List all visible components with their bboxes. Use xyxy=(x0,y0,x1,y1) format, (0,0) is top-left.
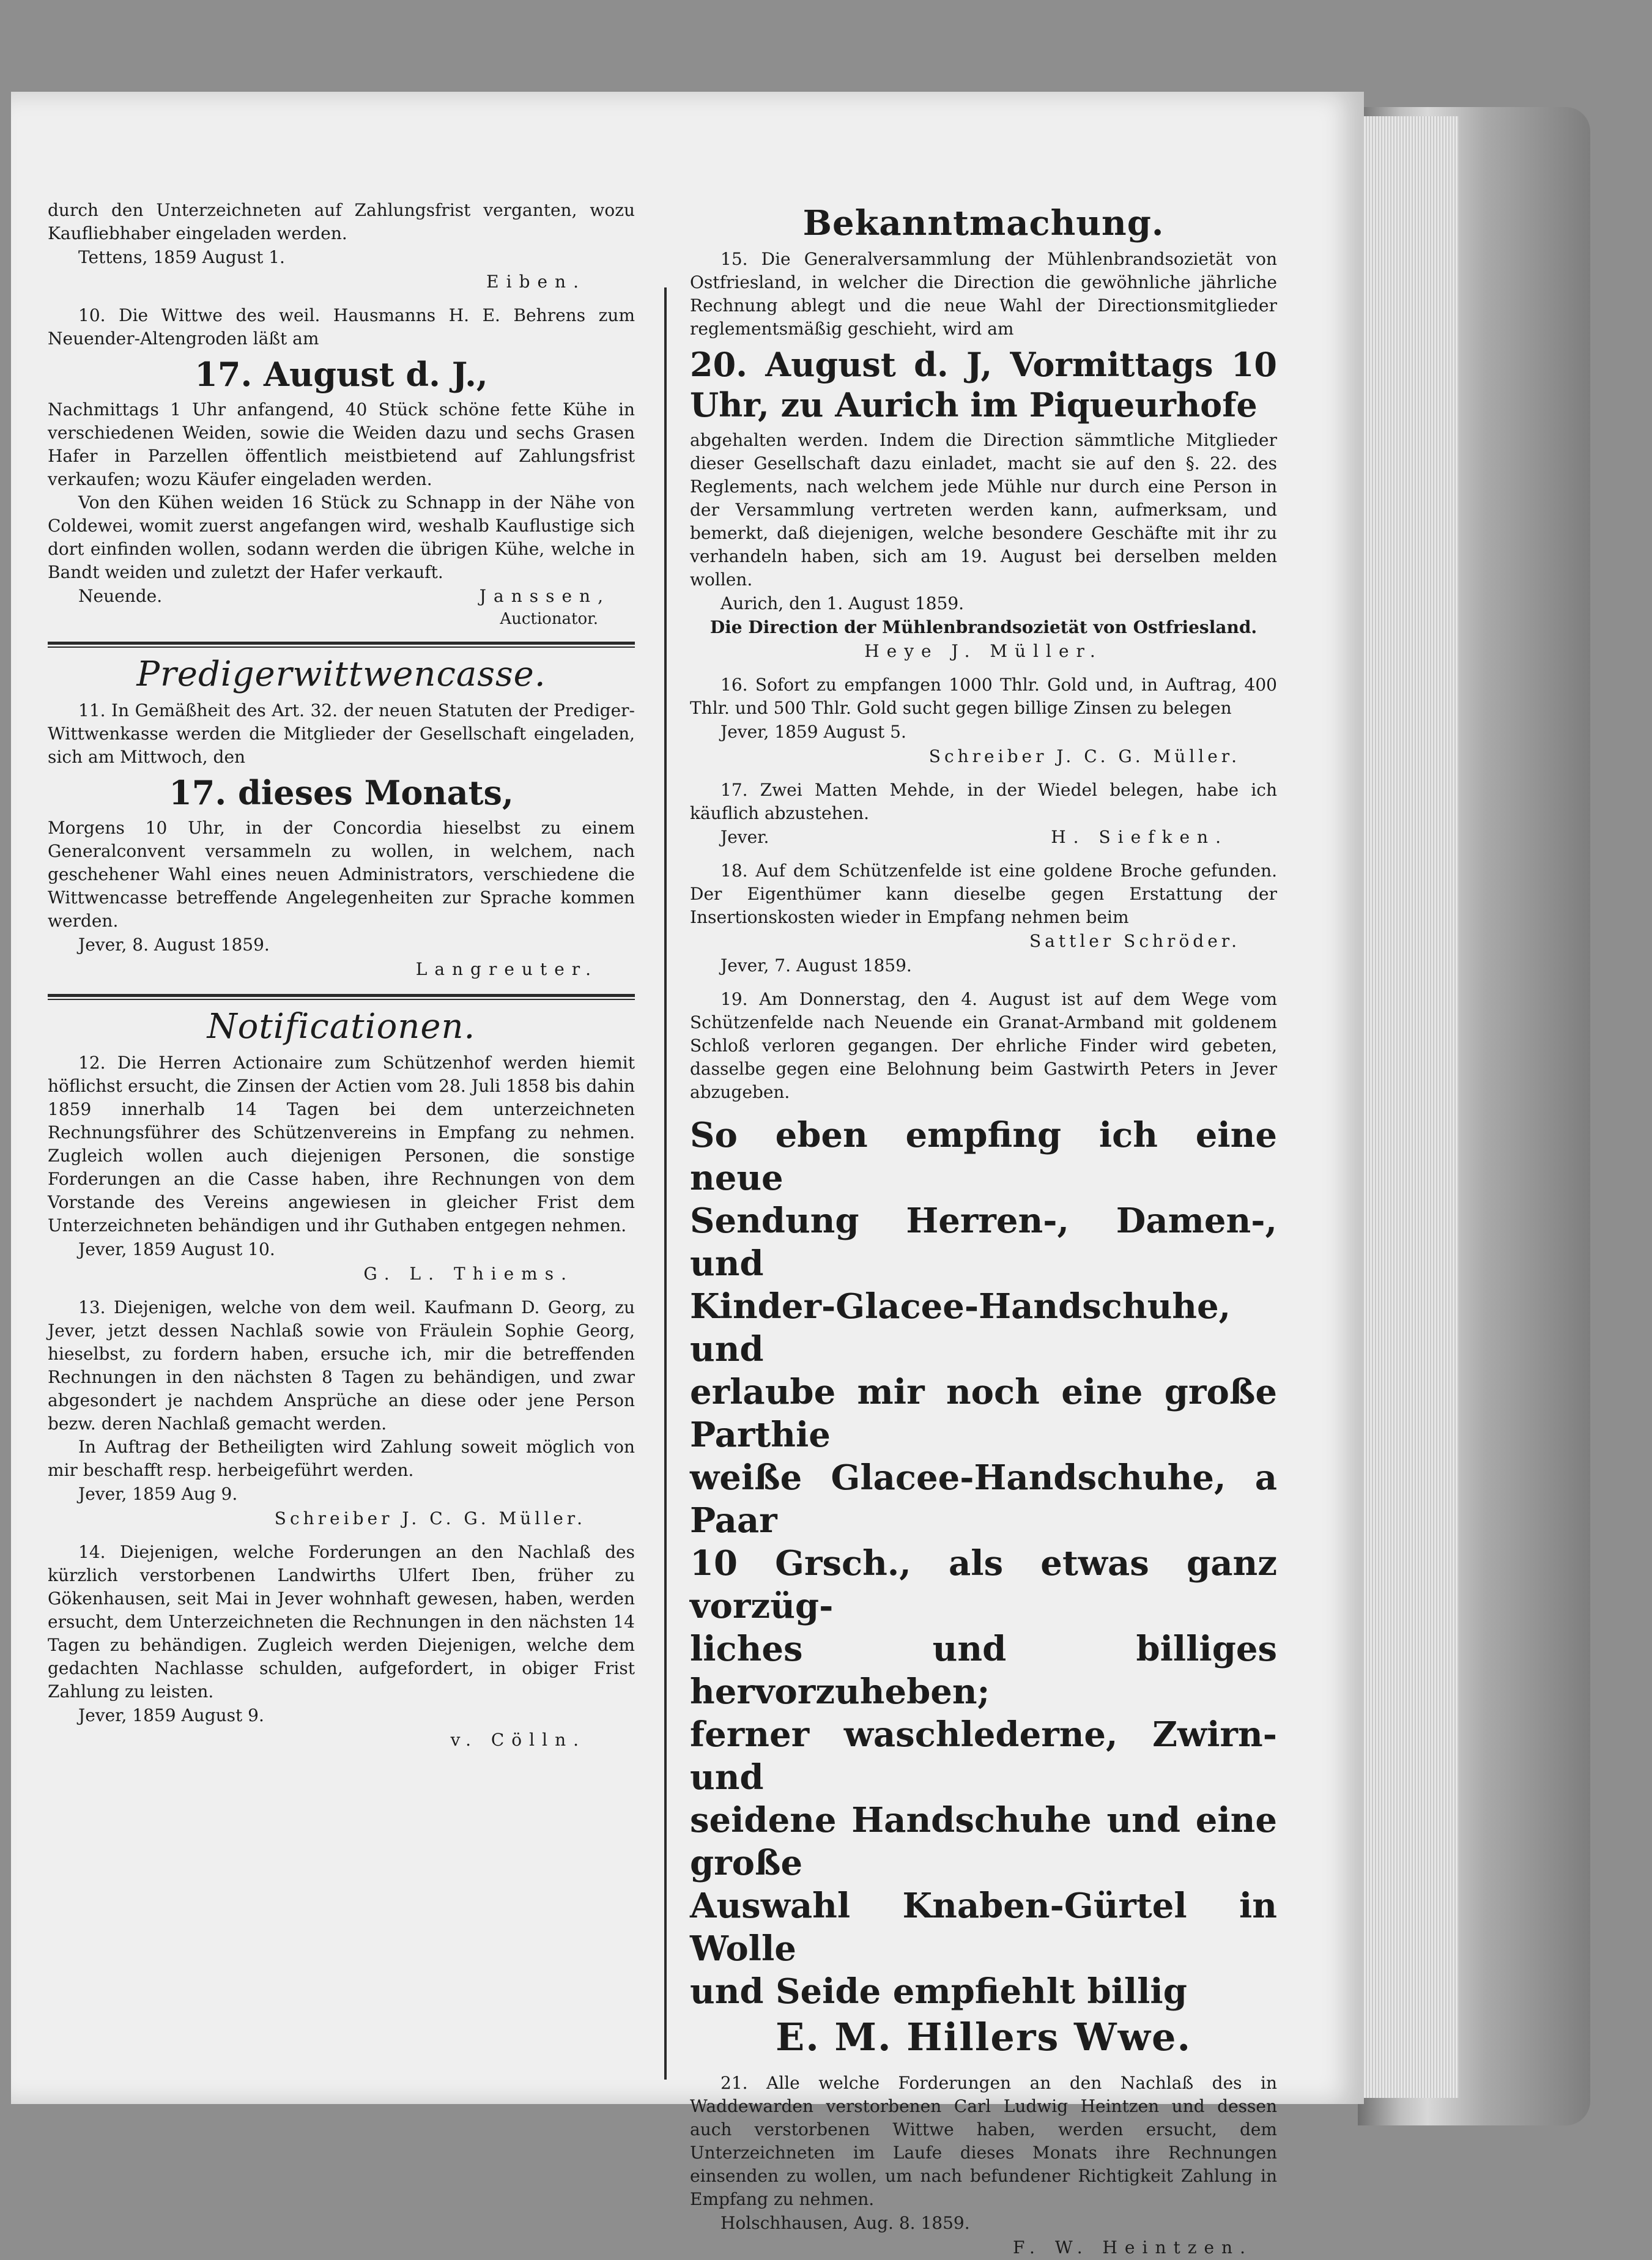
notice-21-body: 21. Alle welche Forderungen an den Nachlaß des in Waddewarden verstorbenen Carl Ludwig Heintzen und dessen auch verstorbenen Wittwe haben, werden ersucht, dem Unterzeichneten im Laufe dieses Monats ihre Rechnungen einsenden zu wollen, um nach befundener Richtigkeit Zahlung in Empfang zu nehmen. xyxy=(690,2073,1277,2209)
notice-15-date: 20. August d. J, Vormittags 10 Uhr, zu Aurich im Piqueurhofe xyxy=(690,345,1277,424)
notice-10-intro: 10. Die Wittwe des weil. Hausmanns H. E. Behrens zum Neuender-Altengroden läßt am xyxy=(48,305,635,349)
section-rule xyxy=(48,994,635,1000)
notice-16-body: 16. Sofort zu empfangen 1000 Thlr. Gold und, in Auftrag, 400 Thlr. und 500 Thlr. Gold sucht gegen billige Zinsen zu belegen xyxy=(690,675,1277,718)
notice-11-signature: Langreuter. xyxy=(415,959,598,979)
ad-line: Kinder-Glacee-Handschuhe, und xyxy=(690,1286,1231,1369)
notice-12-signature: G. L. Thiems. xyxy=(363,1264,574,1284)
section-rule xyxy=(48,642,635,648)
notice-9-place: Tettens, 1859 August 1. xyxy=(78,247,285,267)
notice-17-signature: H. Siefken. xyxy=(1051,827,1228,847)
notice-14-body: 14. Diejenigen, welche Forderungen an den Nachlaß des kürzlich verstorbenen Landwirths Ulfert Iben, früher zu Gökenhausen, seit Mai in Jever wohnhaft gewesen, haben, werden ersucht, dem Unterzeichneten die Rechnungen in den nächsten 14 Tagen zu behändigen. Zugleich werden Diejenigen, welche dem gedachten Nachlasse schulden, aufgefordert, in obiger Frist Zahlung zu leisten. xyxy=(48,1542,635,1702)
ad-line: So eben empfing ich eine neue xyxy=(690,1115,1277,1198)
notice-16-signature: Schreiber J. C. G. Müller. xyxy=(928,746,1240,766)
notice-15-place: Aurich, den 1. August 1859. xyxy=(720,593,965,613)
notice-17-body: 17. Zwei Matten Mehde, in der Wiedel belegen, habe ich käuflich abzustehen. xyxy=(690,780,1277,823)
ad-line: ferner waschlederne, Zwirn- und xyxy=(690,1714,1277,1798)
notice-9-text: durch den Unterzeichneten auf Zahlungsfrist verganten, wozu Kaufliebhaber eingeladen werden. xyxy=(48,200,635,243)
notice-10-body-2: Von den Kühen weiden 16 Stück zu Schnapp in der Nähe von Coldewei, womit zuerst angefangen wird, weshalb Kauflustige sich dort einfinden wollen, sodann werden die übrigen Kühe, welche in Bandt weiden und zuletzt der Hafer verkauft. xyxy=(48,492,635,582)
notice-19-body: 19. Am Donnerstag, den 4. August ist auf dem Wege vom Schützenfelde nach Neuende ein Granat-Armband mit goldenem Schloß verloren gegangen. Der ehrliche Finder wird gebeten, dasselbe gegen eine Belohnung beim Gastwirth Peters in Jever abzugeben. xyxy=(690,989,1277,1102)
book-page-edges xyxy=(1361,116,1459,2098)
ad-signature: E. M. Hillers Wwe. xyxy=(775,2015,1192,2059)
notice-13-body-2: In Auftrag der Betheiligten wird Zahlung soweit möglich von mir beschafft resp. herbeigeführt werden. xyxy=(48,1437,635,1480)
ad-line: 10 Grsch., als etwas ganz vorzüg- xyxy=(690,1543,1277,1626)
ad-line-last: und Seide empfiehlt billig xyxy=(690,1971,1187,2012)
notice-13-signature: Schreiber J. C. G. Müller. xyxy=(274,1508,586,1528)
notice-13-place: Jever, 1859 Aug 9. xyxy=(78,1484,238,1504)
notice-13-body: 13. Diejenigen, welche von dem weil. Kaufmann D. Georg, zu Jever, jetzt dessen Nachlaß sowie von Fräulein Sophie Georg, hieselbst, zu fordern haben, ersuche ich, mir die betreffenden Rechnungen in den nächsten 8 Tagen zu behändigen, und zwar abgesondert je nachdem Ansprüche an diese oder jene Person bezw. deren Nachlaß gemacht werden. xyxy=(48,1297,635,1434)
notice-18-signature: Sattler Schröder. xyxy=(1029,931,1240,951)
advertisement-gloves xyxy=(690,1114,1277,2062)
notice-14-place: Jever, 1859 August 9. xyxy=(78,1705,264,1725)
notice-18-place: Jever, 7. August 1859. xyxy=(720,955,912,976)
notice-10-body: Nachmittags 1 Uhr anfangend, 40 Stück schöne fette Kühe in verschiedenen Weiden, sowie die Weiden dazu und sechs Grasen Hafer in Parzellen öffentlich meistbietend auf Zahlungsfrist verkaufen; wozu Käufer eingeladen werden. xyxy=(48,399,635,489)
ad-line: seidene Handschuhe und eine große xyxy=(690,1800,1277,1883)
column-divider xyxy=(664,287,667,2080)
notice-15-signature: Heye J. Müller. xyxy=(864,641,1103,661)
right-column xyxy=(690,199,1277,2260)
notice-10-signature: Janssen, xyxy=(479,586,610,606)
notice-21-signature: F. W. Heintzen. xyxy=(1012,2237,1253,2258)
notice-10-role: Auctionator. xyxy=(500,610,598,628)
notice-11-date: 17. dieses Monats, xyxy=(169,773,514,812)
notice-15-body: abgehalten werden. Indem die Direction sämmtliche Mitglieder dieser Gesellschaft dazu einladet, macht sie auf den §. 22. des Reglements, nach welchem jede Mühle nur durch eine Person in der Versammlung vertreten werden kann, aufmerksam, und bemerkt, daß diejenigen, welche besondere Geschäfte mit ihr zu verhandeln haben, sich am 19. August bei derselben melden wollen. xyxy=(690,430,1277,590)
notice-11-place: Jever, 8. August 1859. xyxy=(78,935,270,955)
ad-line: weiße Glacee-Handschuhe, a Paar xyxy=(690,1458,1277,1541)
ad-line: liches und billiges hervorzuheben; xyxy=(690,1629,1277,1712)
notice-17-place: Jever. xyxy=(720,827,769,847)
notice-21-place: Holschhausen, Aug. 8. 1859. xyxy=(720,2213,970,2233)
notice-15-intro: 15. Die Generalversammlung der Mühlenbrandsozietät von Ostfriesland, in welcher die Direction die gewöhnliche jährliche Rechnung ablegt und die neue Wahl der Directionsmitglieder reglementsmäßig geschieht, wird am xyxy=(690,249,1277,339)
left-column xyxy=(48,199,635,1752)
section-heading-notificationen: Notificationen. xyxy=(207,1007,476,1047)
notice-11-intro: 11. In Gemäßheit des Art. 32. der neuen Statuten der Prediger-Wittwenkasse werden die Mitglieder der Gesellschaft eingeladen, sich am Mittwoch, den xyxy=(48,700,635,767)
section-heading-predigerwittwencasse: Predigerwittwencasse. xyxy=(136,654,546,694)
notice-18-body: 18. Auf dem Schützenfelde ist eine goldene Broche gefunden. Der Eigenthümer kann dieselbe gegen Erstattung der Insertionskosten wieder in Empfang nehmen beim xyxy=(690,861,1277,927)
notice-16-place: Jever, 1859 August 5. xyxy=(720,722,906,742)
notice-15-organisation: Die Direction der Mühlenbrandsozietät von Ostfriesland. xyxy=(709,617,1258,637)
section-heading-bekanntmachung: Bekanntmachung. xyxy=(802,203,1165,243)
notice-10-place: Neuende. xyxy=(78,586,163,606)
newspaper-page xyxy=(11,92,1364,2258)
notice-14-signature: v. Cölln. xyxy=(450,1730,586,1750)
ad-line: erlaube mir noch eine große Parthie xyxy=(690,1372,1277,1455)
ad-line: Auswahl Knaben-Gürtel in Wolle xyxy=(690,1886,1277,1969)
notice-10-date: 17. August d. J., xyxy=(194,355,488,394)
notice-11-body: Morgens 10 Uhr, in der Concordia hieselbst zu einem Generalconvent versammeln zu wollen, in welchem, nach geschehener Wahl eines neuen Administrators, verschiedene die Wittwencasse betreffende Angelegenheiten zur Sprache kommen werden. xyxy=(48,818,635,931)
notice-9-signature: Eiben. xyxy=(486,272,586,292)
notice-12-place: Jever, 1859 August 10. xyxy=(78,1239,275,1259)
notice-12-body: 12. Die Herren Actionaire zum Schützenhof werden hiemit höflichst ersucht, die Zinsen der Actien vom 28. Juli 1858 bis dahin 1859 innerhalb 14 Tagen bei dem unterzeichneten Rechnungsführer des Schützenvereins in Empfang zu nehmen. Zugleich wollen auch diejenigen Personen, die sonstige Forderungen an die Casse haben, ihre Rechnungen von dem Vorstande des Vereins angewiesen in gleicher Frist dem Unterzeichneten behändigen und ihr Guthaben entgegen nehmen. xyxy=(48,1053,635,1236)
ad-line: Sendung Herren-, Damen-, und xyxy=(690,1201,1277,1284)
